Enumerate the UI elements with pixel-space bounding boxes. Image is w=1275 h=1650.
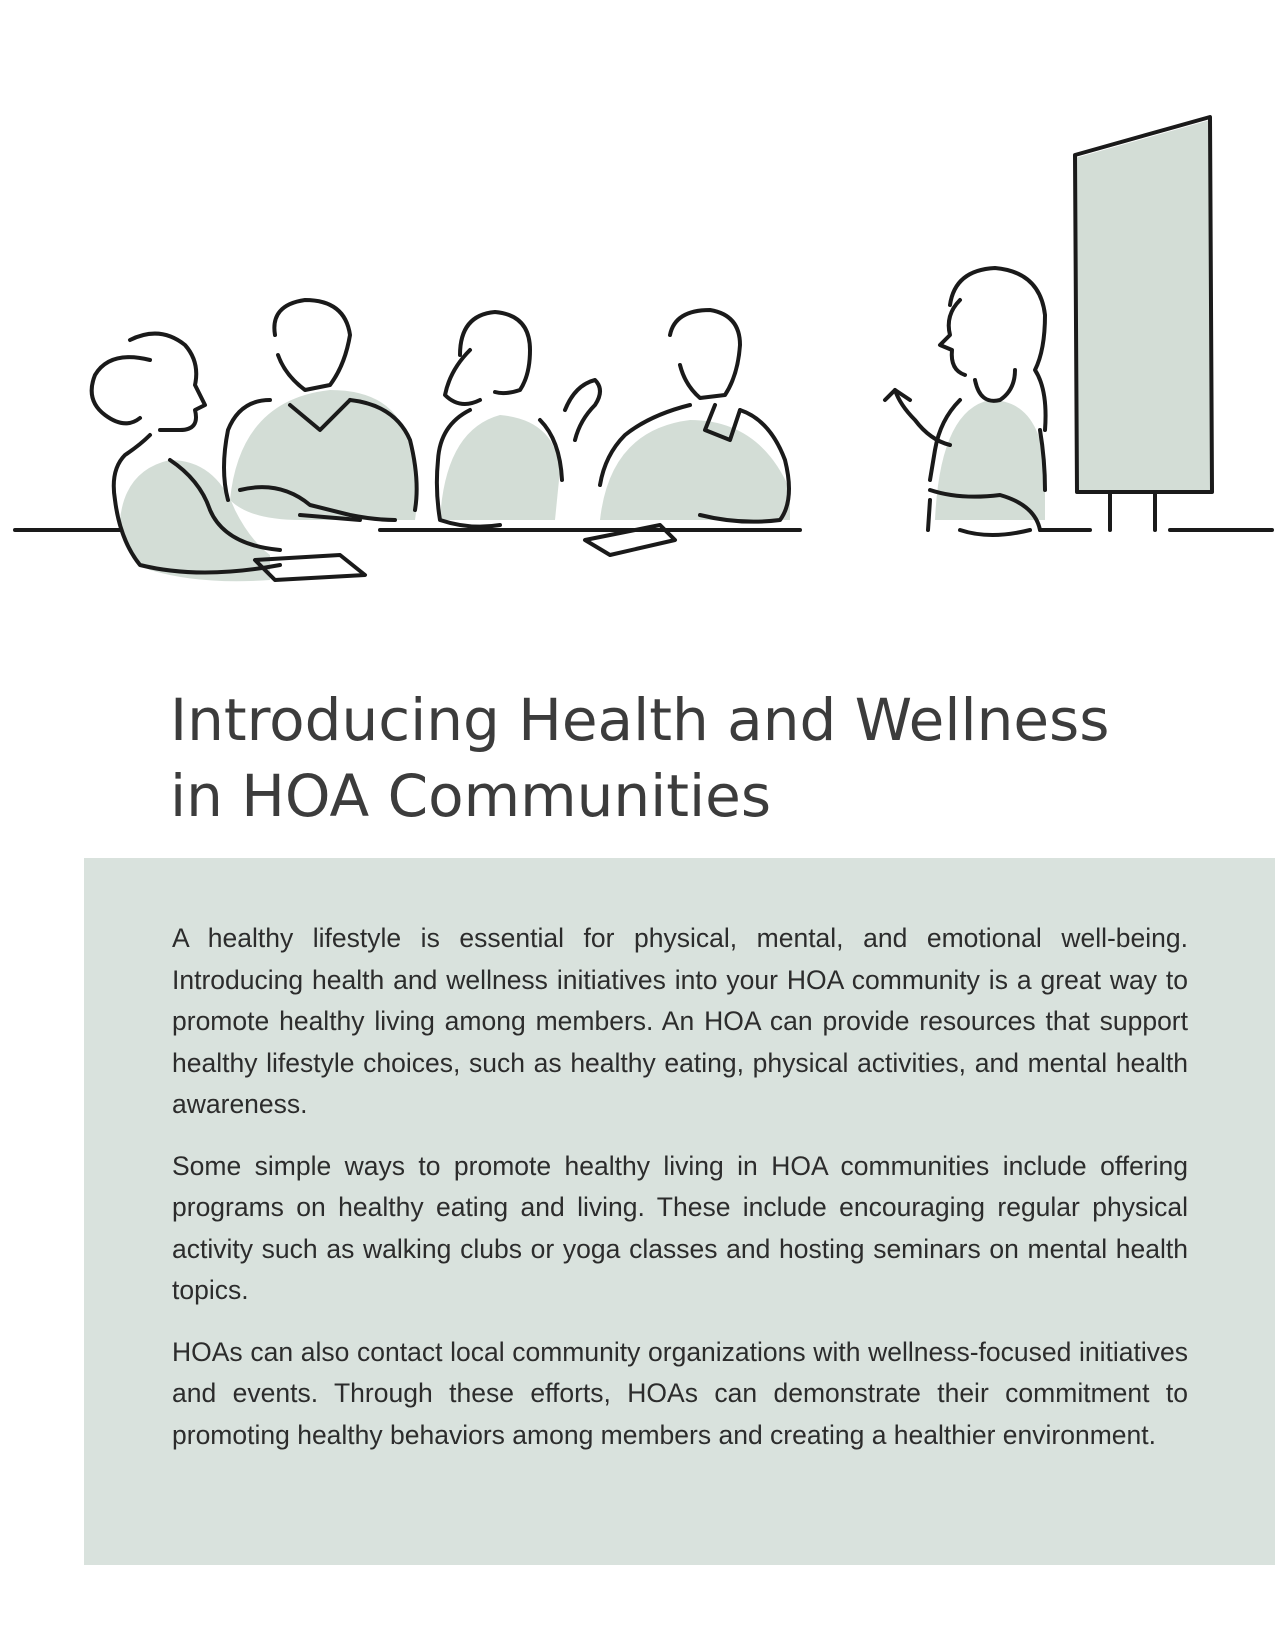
paragraph-2: Some simple ways to promote healthy living in HOA communities include offering programs on healthy eating and living. These include encouraging regular physical activity such as walking clubs or yoga classes and hosting seminars on mental health topics. bbox=[172, 1150, 1188, 1305]
paragraph-3: HOAs can also contact local community organizations with wellness-focused initiatives and events. Through these efforts, HOAs can demonstrate their commitment to promoting healthy behaviors among members and creating a healthier environment. bbox=[172, 1336, 1188, 1450]
title-line-2: in HOA Communities bbox=[170, 762, 772, 830]
title-line-1: Introducing Health and Wellness bbox=[170, 686, 1110, 754]
body-text bbox=[172, 918, 1188, 1476]
page-title bbox=[170, 682, 1170, 834]
paragraph-1: A healthy lifestyle is essential for physical, mental, and emotional well-being. Introducing health and wellness initiatives into your HOA community is a great way to promote healthy living among members. An HOA can provide resources that support healthy lifestyle choices, such as healthy eating, physical activities, and mental health awareness. bbox=[172, 923, 1188, 1119]
meeting-line-art-icon bbox=[0, 100, 1275, 600]
